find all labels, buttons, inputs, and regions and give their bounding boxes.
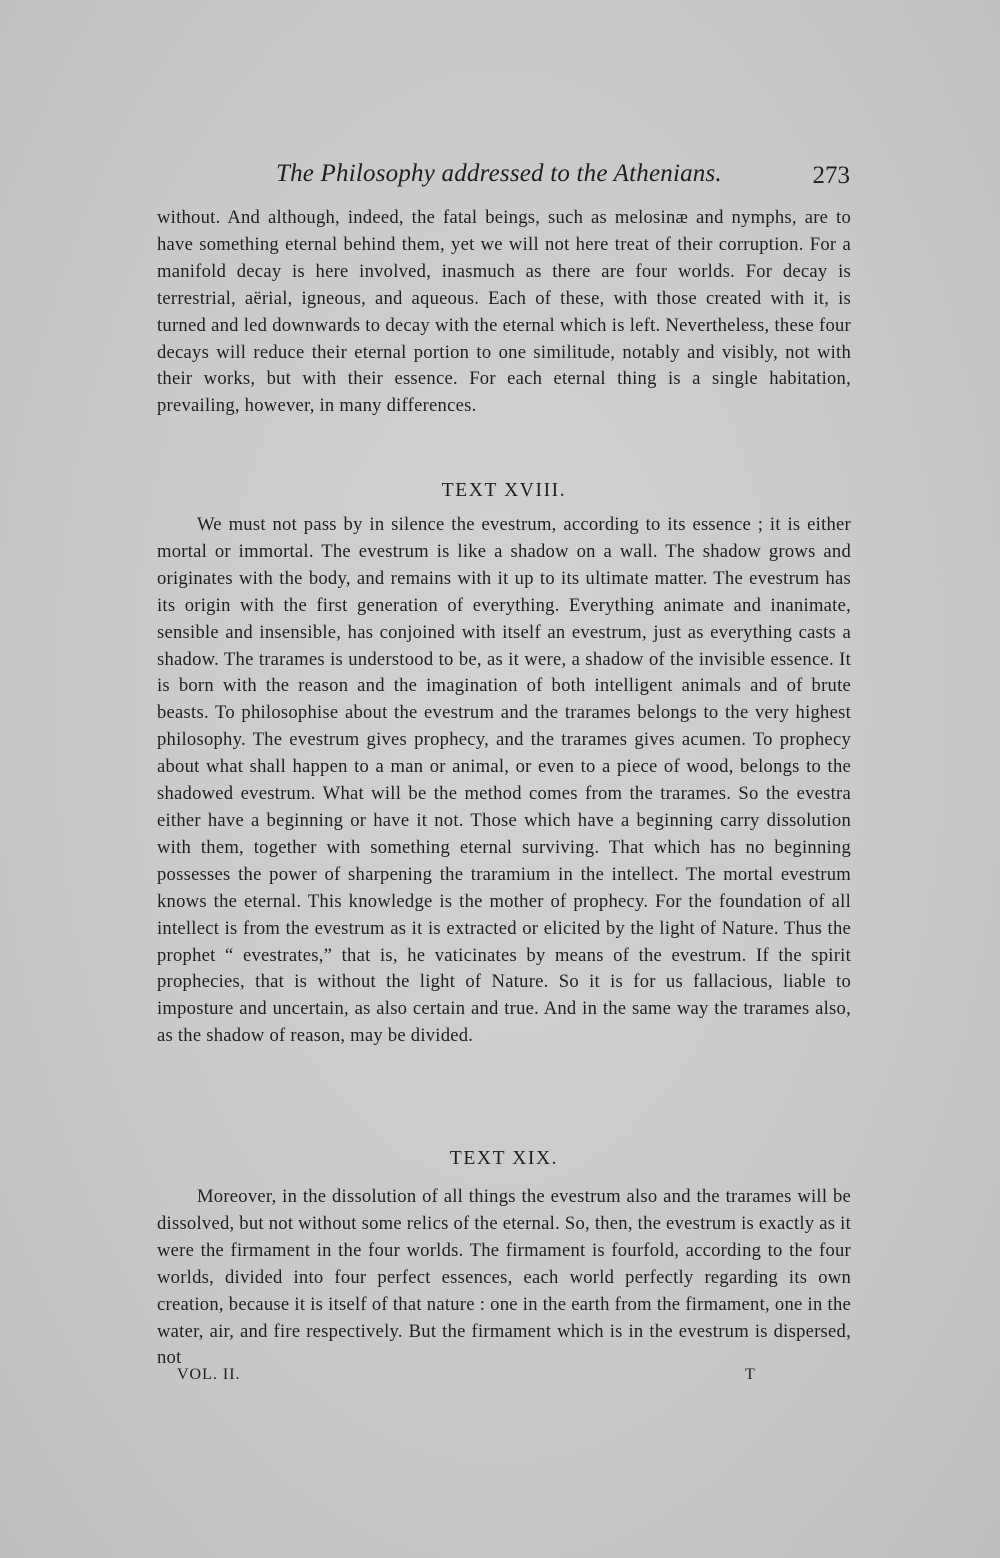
paragraph-continuation: without. And although, indeed, the fatal beings, such as melosinæ and nymphs, are to have something eternal behind them, yet we will not here treat of their corruption. For a manifold decay is here involved, inasmuch as there are four worlds. For decay is terrestrial, aërial, igneous, and aqueous. Each of these, with those created with it, is turned and led downwards to decay with the eternal which is left. Nevertheless, these four decays will reduce their eternal portion to one similitude, notably and visibly, not with their works, but with their essence. For each eternal thing is a single habitation, prevailing, however, in many differences.: [157, 207, 851, 417]
body-text-block: [157, 205, 851, 420]
running-head: [270, 160, 850, 196]
section-heading-text-xix: TEXT XIX.: [449, 1148, 559, 1169]
page-footer: [160, 1366, 760, 1390]
running-title: The Philosophy addressed to the Athenians.: [276, 160, 722, 187]
paragraph-text-xviii: We must not pass by in silence the evestrum, according to its essence ; it is either mortal or immortal. The evestrum is like a shadow on a wall. The shadow grows and originates with the body, and remains with it up to its ultimate matter. The evestrum has its origin with the first generation of everything. Everything animate and inanimate, sensible and insensible, has conjoined with itself an evestrum, just as everything casts a shadow. The trarames is understood to be, as it were, a shadow of the invisible essence. It is born with the reason and the imagination of both intelligent animals and of brute beasts. To philosophise about the evestrum and the trarames belongs to the very highest philosophy. The evestrum gives prophecy, and the trarames gives acumen. To prophecy about what shall happen to a man or animal, or even to a piece of wood, belongs to the shadowed evestrum. What will be the method comes from the trarames. So the evestra either have a beginning or have it not. Those which have a beginning carry dissolution with them, together with something eternal surviving. That which has no beginning possesses the power of sharpening the traramium in the intellect. The mortal evestrum knows the eternal. This knowledge is the mother of prophecy. For the foundation of all intellect is from the evestrum as it is extracted or elicited by the light of Nature. Thus the prophet “ evestrates,” that is, he vaticinates by means of the evestrum. If the spirit prophecies, that is without the light of Nature. So it is for us fallacious, liable to imposture and uncertain, as also certain and true. And in the same way the trarames also, as the shadow of reason, may be divided.: [157, 514, 851, 1047]
page-number: 273: [812, 162, 850, 189]
body-text-block: [157, 1184, 851, 1372]
section-heading-text-xviii: TEXT XVIII.: [441, 480, 567, 501]
body-text-block: [157, 512, 851, 1050]
volume-mark: VOL. II.: [177, 1366, 241, 1383]
paragraph-text-xix: Moreover, in the dissolution of all things the evestrum also and the trarames will be dissolved, but not without some relics of the eternal. So, then, the evestrum is exactly as it were the firmament in the four worlds. The firmament is fourfold, according to the four worlds, divided into four perfect essences, each world perfectly regarding its own creation, because it is itself of that nature : one in the earth from the firmament, one in the water, air, and fire respectively. But the firmament which is in the evestrum is dispersed, not: [157, 1186, 851, 1369]
signature-mark: T: [745, 1366, 755, 1383]
